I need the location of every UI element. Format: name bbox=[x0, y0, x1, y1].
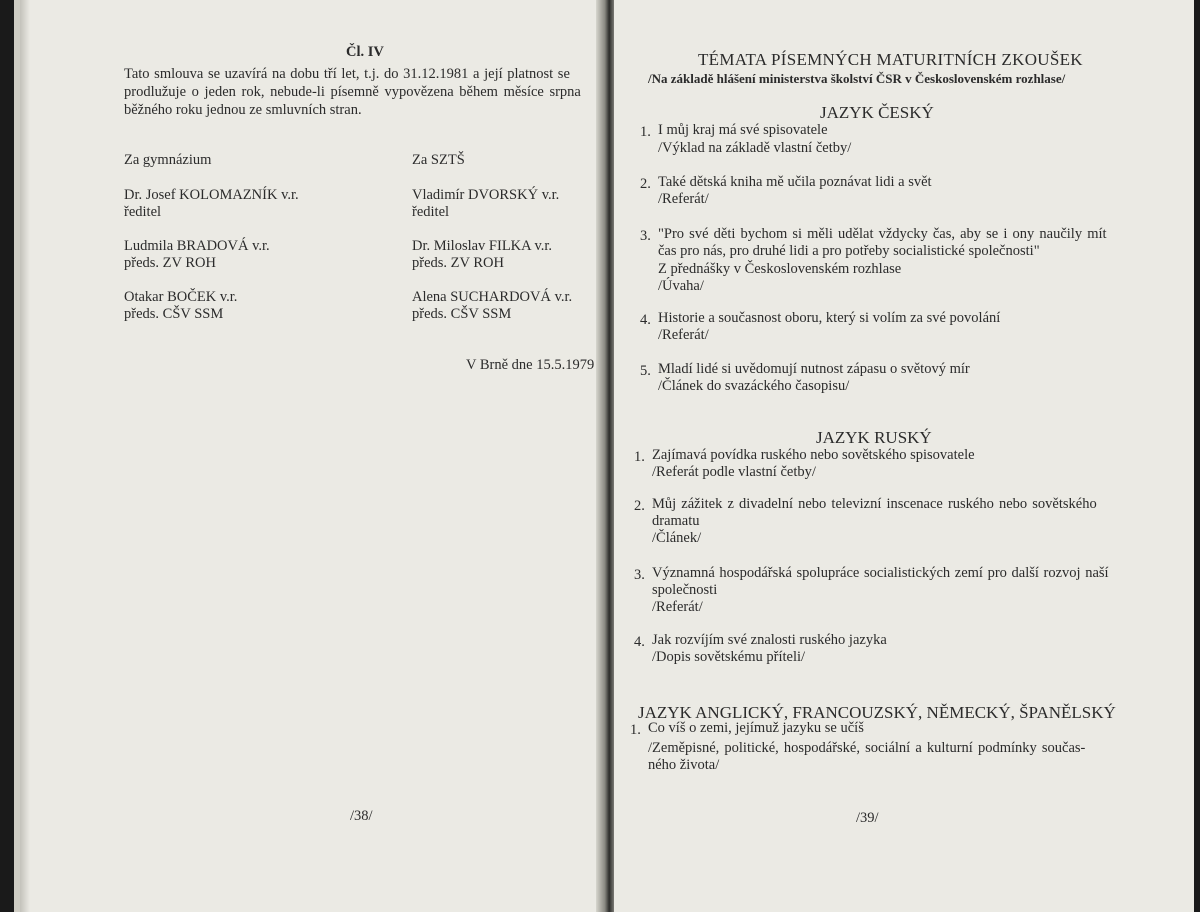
item-number: 2. bbox=[640, 176, 651, 192]
page-number: /39/ bbox=[856, 810, 879, 826]
item-number: 3. bbox=[640, 228, 651, 244]
signatory-name: Dr. Josef KOLOMAZNÍK v.r. bbox=[124, 187, 299, 203]
signatory-name: Alena SUCHARDOVÁ v.r. bbox=[412, 289, 573, 305]
signatory-role: předs. ZV ROH bbox=[412, 255, 504, 271]
item-line: /Referát/ bbox=[658, 327, 709, 343]
signatory-name: Ludmila BRADOVÁ v.r. bbox=[124, 238, 270, 254]
item-line: Co víš o zemi, jejímuž jazyku se učíš bbox=[648, 720, 864, 736]
section-heading-czech: JAZYK ČESKÝ bbox=[820, 103, 934, 122]
item-line: Také dětská kniha mě učila poznávat lidi a svět bbox=[658, 174, 932, 190]
signatory-role: ředitel bbox=[124, 204, 162, 220]
page-title: TÉMATA PÍSEMNÝCH MATURITNÍCH ZKOUŠEK bbox=[698, 50, 1083, 69]
item-number: 2. bbox=[634, 498, 645, 514]
signatory-name: Dr. Miloslav FILKA v.r. bbox=[412, 238, 553, 254]
item-line: /Referát/ bbox=[658, 191, 709, 207]
page-subtitle: /Na základě hlášení ministerstva školství ČSR v Československém rozhlase/ bbox=[648, 71, 1066, 86]
article-line-3: běžného roku jednou ze smluvních stran. bbox=[124, 102, 362, 118]
signatory-role: předs. ZV ROH bbox=[124, 255, 216, 271]
right-page bbox=[614, 0, 1194, 912]
signatory-role: předs. CŠV SSM bbox=[412, 306, 512, 322]
item-line: čas pro nás, pro druhé lidi a pro potřeby socialistické společnosti" bbox=[658, 243, 1040, 259]
item-line: I můj kraj má své spisovatele bbox=[658, 122, 828, 138]
item-line: /Článek do svazáckého časopisu/ bbox=[658, 378, 850, 394]
signatory-name: Otakar BOČEK v.r. bbox=[124, 289, 238, 305]
article-heading: Čl. IV bbox=[346, 44, 384, 60]
item-number: 4. bbox=[634, 634, 645, 650]
item-line: dramatu bbox=[652, 513, 700, 529]
item-number: 5. bbox=[640, 363, 651, 379]
col1-title: Za gymnázium bbox=[124, 152, 212, 168]
item-number: 4. bbox=[640, 312, 651, 328]
item-line: Můj zážitek z divadelní nebo televizní inscenace ruského nebo sovětského bbox=[652, 496, 1097, 512]
place-date: V Brně dne 15.5.1979 bbox=[466, 357, 595, 373]
item-line: /Článek/ bbox=[652, 530, 702, 546]
page-number: /38/ bbox=[350, 808, 373, 824]
col2-title: Za SZTŠ bbox=[412, 152, 465, 168]
item-line: Zajímavá povídka ruského nebo sovětského spisovatele bbox=[652, 447, 975, 463]
item-line: Jak rozvíjím své znalosti ruského jazyka bbox=[652, 632, 887, 648]
signatory-name: Vladimír DVORSKÝ v.r. bbox=[412, 187, 560, 203]
section-heading-foreign: JAZYK ANGLICKÝ, FRANCOUZSKÝ, NĚMECKÝ, ŠPANĚLSKÝ bbox=[638, 703, 1116, 722]
signatory-role: předs. CŠV SSM bbox=[124, 306, 224, 322]
item-line: /Referát/ bbox=[652, 599, 703, 615]
item-number: 1. bbox=[640, 124, 651, 140]
item-line: Historie a současnost oboru, který si volím za své povolání bbox=[658, 310, 1001, 326]
section-heading-russian: JAZYK RUSKÝ bbox=[816, 428, 932, 447]
item-line: společnosti bbox=[652, 582, 718, 598]
article-line-1: Tato smlouva se uzavírá na dobu tří let, t.j. do 31.12.1981 a její platnost se bbox=[124, 66, 570, 82]
item-number: 3. bbox=[634, 567, 645, 583]
item-line: /Zeměpisné, politické, hospodářské, sociální a kulturní podmínky součas- bbox=[648, 740, 1086, 756]
item-line: ného života/ bbox=[648, 757, 720, 773]
item-line: Mladí lidé si uvědomují nutnost zápasu o světový mír bbox=[658, 361, 970, 377]
item-line: /Dopis sovětskému příteli/ bbox=[652, 649, 806, 665]
left-page bbox=[14, 0, 614, 912]
item-line: /Referát podle vlastní četby/ bbox=[652, 464, 816, 480]
item-line: Z přednášky v Československém rozhlase bbox=[658, 261, 902, 277]
item-line: Významná hospodářská spolupráce socialistických zemí pro další rozvoj naší bbox=[652, 565, 1109, 581]
item-number: 1. bbox=[630, 722, 641, 738]
item-number: 1. bbox=[634, 449, 645, 465]
item-line: "Pro své děti bychom si měli udělat vždycky čas, aby se i ony naučily mít bbox=[658, 226, 1107, 242]
item-line: /Výklad na základě vlastní četby/ bbox=[658, 140, 852, 156]
item-line: /Úvaha/ bbox=[658, 278, 704, 294]
signatory-role: ředitel bbox=[412, 204, 450, 220]
article-line-2: prodlužuje o jeden rok, nebude-li písemně vypovězena během měsíce srpna bbox=[124, 84, 581, 100]
